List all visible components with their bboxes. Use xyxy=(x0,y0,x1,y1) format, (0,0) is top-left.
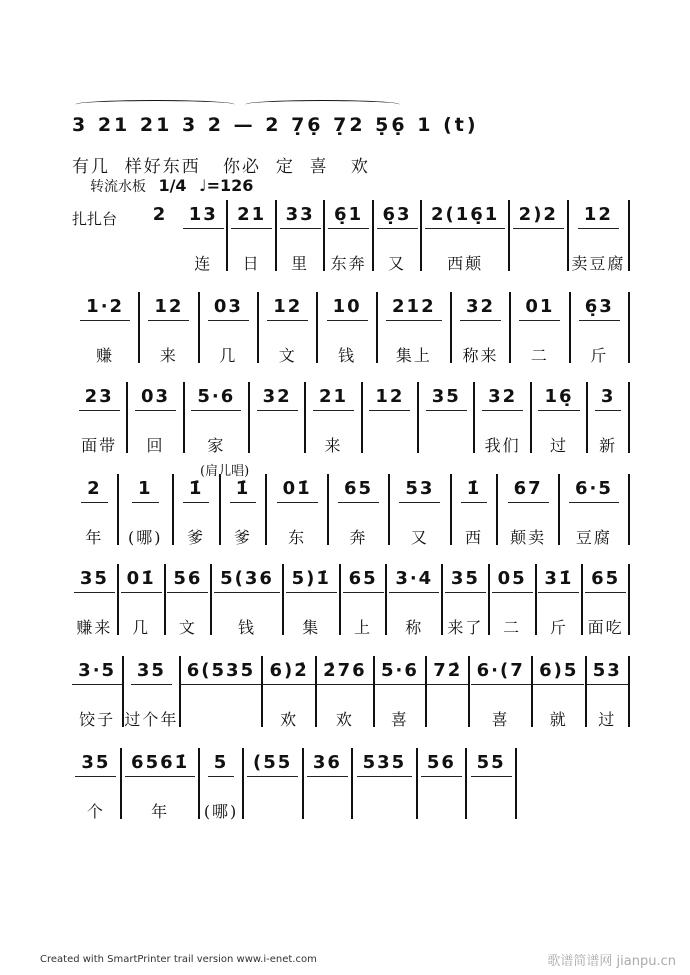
lyric: 年 xyxy=(85,528,104,547)
measure-notes: 35 xyxy=(75,748,116,777)
lyric: 称 xyxy=(405,618,424,637)
measure xyxy=(306,382,362,453)
measure xyxy=(122,748,201,819)
measure-notes: 1̇ xyxy=(230,474,257,503)
lyric: 就 xyxy=(549,710,568,729)
lyric: 奔 xyxy=(349,528,368,547)
measure-notes: 5 xyxy=(208,748,235,777)
measure xyxy=(443,564,490,635)
singer-label: 扎扎台 xyxy=(72,210,118,228)
measure-notes: 21 xyxy=(231,200,272,229)
measure xyxy=(72,382,128,453)
measure xyxy=(124,656,180,727)
staff-row xyxy=(72,656,630,727)
measure-notes: 6)2̇ xyxy=(263,656,314,685)
measure xyxy=(72,474,119,545)
measure-notes: 01̇ xyxy=(121,564,162,593)
measure xyxy=(452,474,499,545)
lyric: 爹 xyxy=(233,528,252,547)
measure xyxy=(259,292,318,363)
measure-notes: 212 xyxy=(386,292,442,321)
lyric: 来了 xyxy=(447,618,484,637)
measure xyxy=(511,292,570,363)
lyric: 西颠 xyxy=(447,254,484,273)
lyric: 集 xyxy=(302,618,321,637)
measure xyxy=(72,292,140,363)
lyric: 来 xyxy=(324,436,343,455)
measure xyxy=(228,200,276,271)
lyric: 卖豆腐 xyxy=(571,254,626,273)
measure xyxy=(119,474,174,545)
measure-notes: 23 xyxy=(79,382,120,411)
measure-notes: 35 xyxy=(426,382,467,411)
lyric: 二 xyxy=(503,618,522,637)
measure-notes: 6̣3 xyxy=(377,200,418,229)
lyric: 新 xyxy=(599,436,618,455)
measure-notes: 6̣3 xyxy=(579,292,620,321)
measure-notes: 5·6 xyxy=(191,382,241,411)
lyric: 个 xyxy=(86,802,105,821)
measure-notes: 35 xyxy=(74,564,115,593)
lyric: 斤 xyxy=(590,346,609,365)
measure-notes: 72̇ xyxy=(427,656,468,685)
measure-notes: 1̇ xyxy=(461,474,488,503)
measure xyxy=(263,656,317,727)
measure xyxy=(490,564,537,635)
measure xyxy=(375,656,427,727)
measure xyxy=(537,564,584,635)
lyric: 几 xyxy=(219,346,238,365)
lyric: 我们 xyxy=(484,436,521,455)
staff-row xyxy=(72,382,630,453)
phrase-slur xyxy=(245,100,400,109)
measure xyxy=(510,200,569,271)
measure-notes: 5·6 xyxy=(375,656,425,685)
lyric: 东奔 xyxy=(330,254,367,273)
measure xyxy=(200,292,259,363)
measure-notes: 12 xyxy=(267,292,308,321)
measure xyxy=(569,200,630,271)
measure xyxy=(533,656,587,727)
measure-notes: 3·5 xyxy=(72,656,122,685)
measure-notes: 12 xyxy=(578,200,619,229)
measure-notes: 3·4 xyxy=(389,564,439,593)
lyric: 又 xyxy=(388,254,407,273)
measure-notes: 03 xyxy=(208,292,249,321)
lyric: 斤 xyxy=(549,618,568,637)
lyric: 过 xyxy=(598,710,617,729)
intro-notes: 3 21 21 3 2 — 2 7̣6̣ 7̣2 5̣6̣ 1 (t) xyxy=(72,114,479,136)
lyric: 颠卖 xyxy=(510,528,547,547)
lyric: 文 xyxy=(178,618,197,637)
measure xyxy=(587,656,630,727)
measure xyxy=(180,200,228,271)
time-signature: 1/4 xyxy=(158,176,187,195)
lyric: 来 xyxy=(159,346,178,365)
measure xyxy=(378,292,452,363)
performance-annotation: (肩儿唱) xyxy=(200,464,250,479)
measure-notes: 33 xyxy=(280,200,321,229)
measure-notes: 2̇76 xyxy=(317,656,373,685)
measure-notes: 32 xyxy=(482,382,523,411)
measure xyxy=(277,200,325,271)
lyric: 几 xyxy=(132,618,151,637)
measure-notes: 35 xyxy=(445,564,486,593)
lyric: 家 xyxy=(207,436,226,455)
lyric: 钱 xyxy=(237,618,256,637)
measure-notes: 6̣1 xyxy=(328,200,369,229)
measure xyxy=(341,564,388,635)
staff-row xyxy=(72,748,517,819)
measure xyxy=(140,292,199,363)
lyric: (哪) xyxy=(128,528,163,547)
measure xyxy=(363,382,419,453)
measure-notes: 12 xyxy=(148,292,189,321)
lyric: 年 xyxy=(151,802,170,821)
measure-notes: 12 xyxy=(369,382,410,411)
lyric: 集上 xyxy=(395,346,432,365)
measure xyxy=(166,564,213,635)
lyric: 日 xyxy=(242,254,261,273)
measure-notes: 65 xyxy=(338,474,379,503)
measure-notes: 5(36 xyxy=(214,564,280,593)
footer-text: Created with SmartPrinter trail version www.i-enet.com xyxy=(40,954,317,965)
measure-notes: 2 xyxy=(152,204,168,225)
measure xyxy=(452,292,511,363)
measure-notes: 5)1̇ xyxy=(286,564,337,593)
lyric: 欢 xyxy=(335,710,354,729)
lyric: 面带 xyxy=(81,436,118,455)
lyric: 东 xyxy=(288,528,307,547)
lyric: 爹 xyxy=(187,528,206,547)
measure xyxy=(475,382,531,453)
measure-notes: 67 xyxy=(508,474,549,503)
measure-notes: 32 xyxy=(460,292,501,321)
measure-notes: 1 xyxy=(132,474,159,503)
bpm: ♩=126 xyxy=(199,176,254,195)
lyric: 喜 xyxy=(390,710,409,729)
measure xyxy=(422,200,510,271)
measure-notes: 2(16̣1 xyxy=(425,200,505,229)
measure xyxy=(72,564,119,635)
staff-row xyxy=(72,474,630,545)
measure xyxy=(418,748,468,819)
staff-row xyxy=(72,564,630,635)
tempo-label: 转流水板 xyxy=(90,179,146,195)
measure-notes: 53 xyxy=(587,656,628,685)
measure-notes: 6·(7 xyxy=(471,656,531,685)
lyric: 西 xyxy=(465,528,484,547)
lyric: 欢 xyxy=(280,710,299,729)
staff-row xyxy=(140,200,630,271)
lyric: 钱 xyxy=(338,346,357,365)
measure xyxy=(267,474,328,545)
lyric: 喜 xyxy=(491,710,510,729)
measure xyxy=(185,382,250,453)
lyric: 连 xyxy=(194,254,213,273)
lyric: 二 xyxy=(530,346,549,365)
measure xyxy=(250,382,306,453)
measure-notes: 1·2 xyxy=(80,292,130,321)
measure-notes: 03 xyxy=(135,382,176,411)
measure-notes: 6(535 xyxy=(181,656,261,685)
lyric: 赚来 xyxy=(76,618,113,637)
measure xyxy=(221,474,268,545)
lyric: 称来 xyxy=(462,346,499,365)
measure xyxy=(140,200,180,271)
measure-notes: 32 xyxy=(257,382,298,411)
measure xyxy=(329,474,390,545)
measure xyxy=(318,292,377,363)
measure xyxy=(387,564,443,635)
measure-notes: 01̇ xyxy=(277,474,318,503)
lyric: 过 xyxy=(550,436,569,455)
measure-notes: (55 xyxy=(247,748,298,777)
measure xyxy=(467,748,517,819)
measure xyxy=(181,656,264,727)
measure xyxy=(419,382,475,453)
measure-notes: 65 xyxy=(343,564,384,593)
measure-notes: 6561̇ xyxy=(125,748,195,777)
measure xyxy=(284,564,341,635)
measure xyxy=(304,748,354,819)
measure xyxy=(427,656,470,727)
watermark: 歌谱简谱网 jianpu.cn xyxy=(547,954,676,969)
lyric: 豆腐 xyxy=(575,528,612,547)
measure xyxy=(325,200,373,271)
measure-notes: 13 xyxy=(183,200,224,229)
measure-notes: 6·5 xyxy=(569,474,619,503)
lyric: 里 xyxy=(291,254,310,273)
measure xyxy=(200,748,243,819)
lyric: (哪) xyxy=(203,802,239,821)
measure-notes: 36 xyxy=(307,748,348,777)
measure xyxy=(588,382,630,453)
measure xyxy=(470,656,532,727)
measure xyxy=(72,748,122,819)
measure-notes: 31̇ xyxy=(538,564,579,593)
measure xyxy=(119,564,166,635)
lyric: 又 xyxy=(410,528,429,547)
measure xyxy=(583,564,630,635)
measure xyxy=(353,748,417,819)
measure-notes: 56 xyxy=(421,748,462,777)
measure-notes: 35 xyxy=(131,656,172,685)
lyric: 文 xyxy=(278,346,297,365)
measure-notes: 1̇ xyxy=(183,474,210,503)
lyric: 过个年 xyxy=(124,710,179,729)
lyric: 赚 xyxy=(96,346,115,365)
measure-notes: 10 xyxy=(327,292,368,321)
measure-notes: 3 xyxy=(595,382,622,411)
measure xyxy=(317,656,375,727)
tempo-marking xyxy=(90,176,253,196)
measure-notes: 21 xyxy=(313,382,354,411)
measure xyxy=(72,656,124,727)
lyric: 上 xyxy=(354,618,373,637)
staff-row xyxy=(72,292,630,363)
measure xyxy=(128,382,184,453)
measure xyxy=(390,474,451,545)
measure xyxy=(498,474,559,545)
measure xyxy=(571,292,630,363)
lyric: 饺子 xyxy=(79,710,116,729)
measure-notes: 6)5 xyxy=(533,656,584,685)
measure xyxy=(374,200,422,271)
measure xyxy=(244,748,304,819)
lyric: 回 xyxy=(146,436,165,455)
measure xyxy=(560,474,630,545)
measure-notes: 55 xyxy=(471,748,512,777)
measure-notes: 16̣ xyxy=(538,382,579,411)
lyric: 面吃 xyxy=(587,618,624,637)
measure-notes: 05 xyxy=(492,564,533,593)
measure xyxy=(212,564,284,635)
measure-notes: 535 xyxy=(357,748,413,777)
measure xyxy=(532,382,588,453)
intro-lyrics: 有几 样好东西 你必 定 喜 欢 xyxy=(72,157,370,177)
measure-notes: 65 xyxy=(585,564,626,593)
measure-notes: 2 xyxy=(81,474,108,503)
measure-notes: 2)2 xyxy=(513,200,564,229)
phrase-slur xyxy=(75,100,235,109)
measure-notes: 56 xyxy=(167,564,208,593)
measure xyxy=(174,474,221,545)
measure-notes: 53 xyxy=(399,474,440,503)
measure-notes: 01 xyxy=(519,292,560,321)
